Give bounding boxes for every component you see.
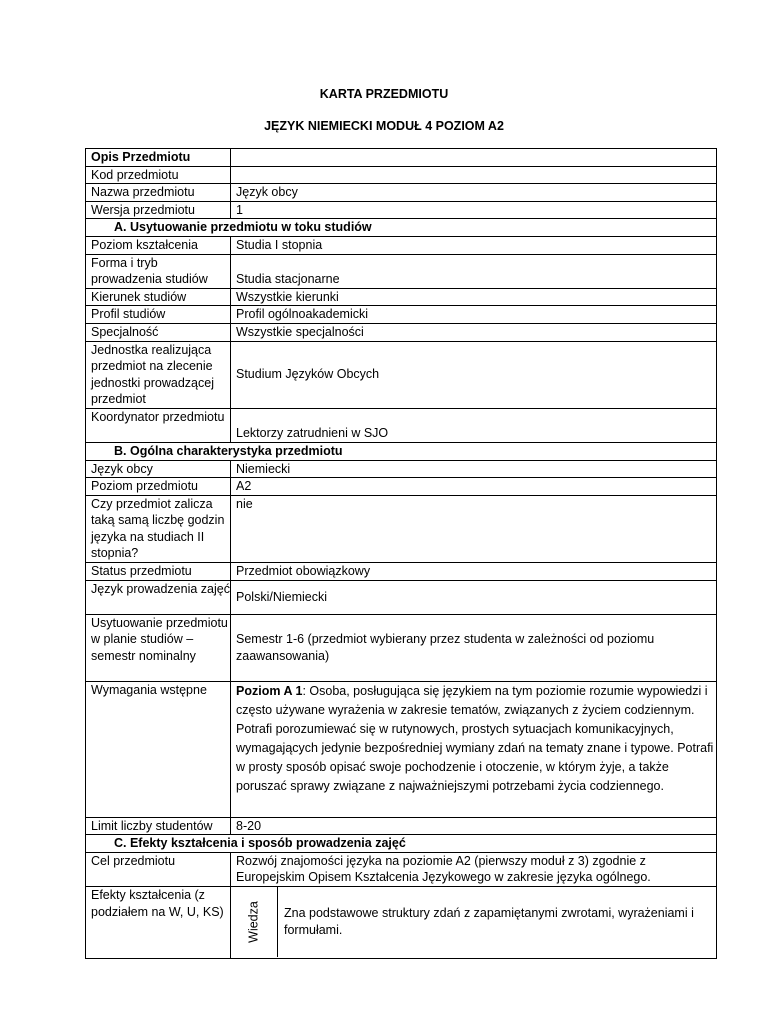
table-row xyxy=(86,306,717,324)
table-row xyxy=(86,288,717,306)
table-row xyxy=(86,580,717,614)
table-row xyxy=(86,323,717,341)
wiedza-value: Zna podstawowe struktury zdań z zapamiętanymi zwrotami, wyrażeniami i formułami. xyxy=(284,906,694,938)
jednostka-label: Jednostka realizująca przedmiot na zlecenie jednostki prowadzącej przedmiot xyxy=(86,341,231,408)
status-value: Przedmiot obowiązkowy xyxy=(231,563,717,581)
cel-label: Cel przedmiotu xyxy=(86,852,231,886)
document-subtitle: JĘZYK NIEMIECKI MODUŁ 4 POZIOM A2 xyxy=(264,119,504,133)
table-row xyxy=(86,460,717,478)
jezyk-prowadzenia-label: Język prowadzenia zajęć xyxy=(86,580,231,614)
table-row xyxy=(86,341,717,408)
jezyk-prowadzenia-value: Polski/Niemiecki xyxy=(231,580,717,614)
poziom-ksztalcenia-label: Poziom kształcenia xyxy=(86,236,231,254)
table-row xyxy=(86,681,717,817)
wymagania-label: Wymagania wstępne xyxy=(86,681,231,817)
table-row xyxy=(86,254,717,288)
limit-label: Limit liczby studentów xyxy=(86,817,231,835)
czy-zalicza-label: Czy przedmiot zalicza taką samą liczbę godzin języka na studiach II stopnia? xyxy=(86,495,231,562)
table-row xyxy=(86,495,717,562)
table-row xyxy=(86,149,717,167)
section-c-heading: C. Efekty kształcenia i sposób prowadzenia zajęć xyxy=(86,835,717,853)
table-row xyxy=(86,887,717,959)
section-b-heading: B. Ogólna charakterystyka przedmiotu xyxy=(86,442,717,460)
table-row xyxy=(86,201,717,219)
poziom-przedmiotu-value: A2 xyxy=(231,478,717,496)
course-card-table xyxy=(85,148,717,959)
usytuowanie-value: Semestr 1-6 (przedmiot wybierany przez studenta w zależności od poziomu zaawansowania) xyxy=(231,614,717,681)
forma-label: Forma i tryb prowadzenia studiów xyxy=(86,254,231,288)
table-row xyxy=(86,817,717,835)
efekty-inner-table xyxy=(231,887,716,957)
wymagania-value xyxy=(231,681,717,817)
table-row xyxy=(86,408,717,442)
jednostka-value: Studium Języków Obcych xyxy=(231,341,717,408)
poziom-przedmiotu-label: Poziom przedmiotu xyxy=(86,478,231,496)
table-row xyxy=(86,236,717,254)
table-row xyxy=(86,614,717,681)
wiedza-label: Wiedza xyxy=(246,901,261,943)
specjalnosc-label: Specjalność xyxy=(86,323,231,341)
kod-value xyxy=(231,166,717,184)
cel-value: Rozwój znajomości języka na poziomie A2 (pierwszy moduł z 3) zgodnie z Europejskim Opisem Kształcenia Językowego w zakresie języka ogólnego. xyxy=(231,852,717,886)
table-row xyxy=(86,852,717,886)
kierunek-value: Wszystkie kierunki xyxy=(231,288,717,306)
limit-value: 8-20 xyxy=(231,817,717,835)
table-row xyxy=(86,478,717,496)
jezyk-obcy-value: Niemiecki xyxy=(231,460,717,478)
section-a-heading: A. Usytuowanie przedmiotu w toku studiów xyxy=(86,219,717,237)
efekty-cell xyxy=(231,887,717,959)
profil-label: Profil studiów xyxy=(86,306,231,324)
jezyk-obcy-label: Język obcy xyxy=(86,460,231,478)
wersja-value: 1 xyxy=(231,201,717,219)
table-row xyxy=(86,166,717,184)
wersja-label: Wersja przedmiotu xyxy=(86,201,231,219)
poziom-ksztalcenia-value: Studia I stopnia xyxy=(231,236,717,254)
kierunek-label: Kierunek studiów xyxy=(86,288,231,306)
opis-heading: Opis Przedmiotu xyxy=(86,149,231,167)
koordynator-value: Lektorzy zatrudnieni w SJO xyxy=(231,408,717,442)
section-row xyxy=(86,442,717,460)
czy-zalicza-value: nie xyxy=(231,495,717,562)
wymagania-level: Poziom A 1 xyxy=(236,683,303,698)
specjalnosc-value: Wszystkie specjalności xyxy=(231,323,717,341)
table-row xyxy=(86,563,717,581)
efekty-label: Efekty kształcenia (z podziałem na W, U, KS) xyxy=(86,887,231,959)
kod-label: Kod przedmiotu xyxy=(86,166,231,184)
nazwa-label: Nazwa przedmiotu xyxy=(86,184,231,202)
nazwa-value: Język obcy xyxy=(231,184,717,202)
profil-value: Profil ogólnoakademicki xyxy=(231,306,717,324)
section-row xyxy=(86,835,717,853)
document-title: KARTA PRZEDMIOTU xyxy=(319,87,449,101)
status-label: Status przedmiotu xyxy=(86,563,231,581)
wymagania-text: : Osoba, posługująca się językiem na tym poziomie rozumie wypowiedzi i często używane wyrażenia w zakresie tematów, związanych z życiem codziennym. Potrafi porozumiewać się w rutynowych, prostych sytuacjach komunikacyjnych, wymagających jedynie bezpośredniej wymiany zdań na tematy znane i typowe. Potrafi w prosty sposób opisać swoje pochodzenie i otoczenie, w którym żyje, a także poruszać sprawy związane z najważniejszymi potrzebami życia codziennego. xyxy=(236,683,714,793)
koordynator-label: Koordynator przedmiotu xyxy=(86,408,231,442)
table-row xyxy=(86,184,717,202)
usytuowanie-label: Usytuowanie przedmiotu w planie studiów – semestr nominalny xyxy=(86,614,231,681)
forma-value: Studia stacjonarne xyxy=(231,254,717,288)
section-row xyxy=(86,219,717,237)
wiedza-label-cell xyxy=(231,887,278,957)
